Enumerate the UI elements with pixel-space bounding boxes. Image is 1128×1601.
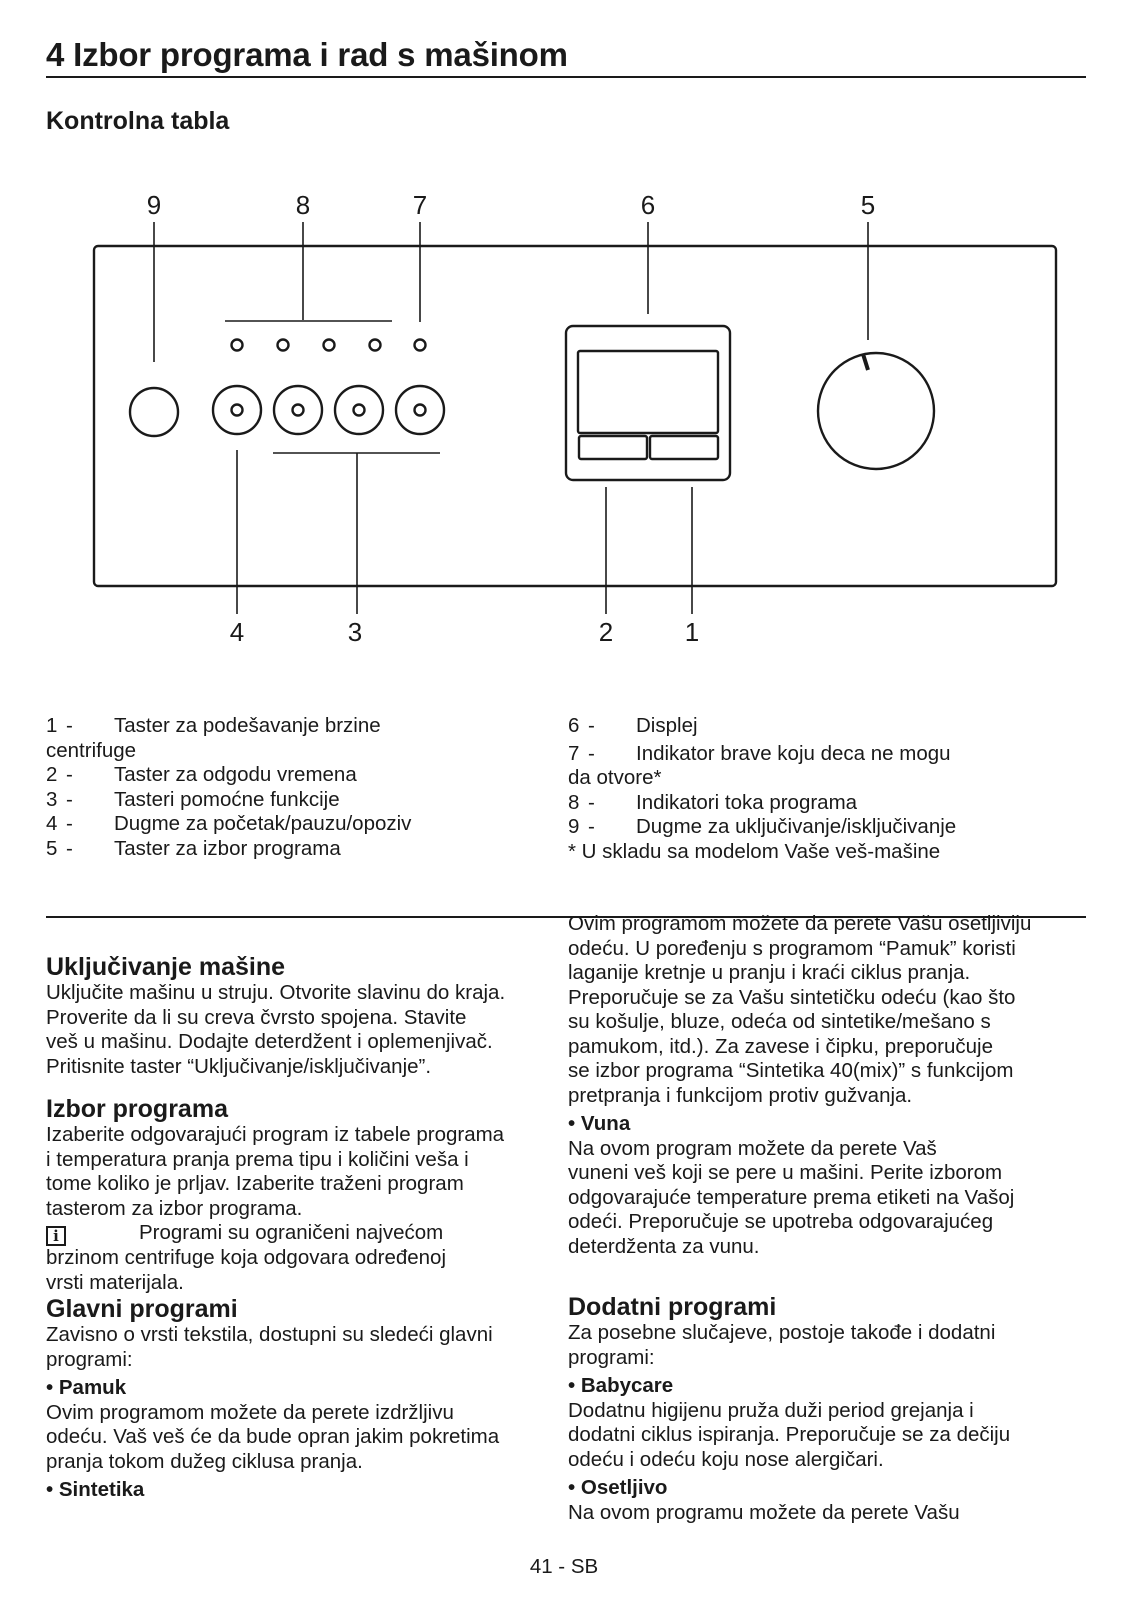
on-off-button-icon <box>130 388 178 436</box>
legend-item <box>568 815 1068 840</box>
function-button-icon <box>396 386 444 434</box>
legend-text: Dugme za uključivanje/isključivanje <box>636 815 957 838</box>
callout-2: 2 <box>598 617 614 647</box>
paragraph-line: odeću. Vaš veš će da bude opran jakim pokretima <box>46 1425 500 1448</box>
legend-text: Taster za odgodu vremena <box>114 763 357 786</box>
section-title-control-panel: Kontrolna tabla <box>46 107 230 135</box>
paragraph-line: Dodatnu higijenu pruža duži period grejanja i <box>568 1398 974 1422</box>
paragraph-line: brzinom centrifuge koja odgovara određenoj <box>46 1246 447 1269</box>
paragraph-line: pranja tokom dužeg ciklusa pranja. <box>46 1449 363 1473</box>
program-dial-icon <box>818 353 934 469</box>
legend-item <box>46 788 546 813</box>
legend-text: Tasteri pomoćne funkcije <box>114 787 340 811</box>
bullet-title-wool: • Vuna <box>568 1112 631 1135</box>
function-button-icon <box>335 386 383 434</box>
paragraph-line: odeću. U poređenju s programom “Pamuk” koristi <box>568 936 1016 960</box>
legend-text: Dugme za početak/pauzu/opoziv <box>114 812 412 835</box>
paragraph-line: Zavisno o vrsti tekstila, dostupni su sledeći glavni <box>46 1323 493 1346</box>
status-led-icon <box>415 340 426 351</box>
paragraph-line: Uključite mašinu u struju. Otvorite slavinu do kraja. <box>46 981 506 1004</box>
paragraph-line: Proverite da li su creva čvrsto spojena. Stavite <box>46 1005 467 1029</box>
callout-5: 5 <box>860 190 876 220</box>
function-button-icon <box>293 405 304 416</box>
legend-text: Indikator brave koju deca ne mogu <box>636 741 951 765</box>
section-title-switching-on: Uključivanje mašine <box>46 953 286 981</box>
legend-item <box>46 837 546 862</box>
status-led-icon <box>278 340 289 351</box>
legend-text-cont: da otvore* <box>568 766 662 789</box>
legend-num: 3 <box>46 787 58 811</box>
callout-3: 3 <box>347 617 363 647</box>
paragraph-line: odgovarajuće temperature prema etiketi na Vašoj <box>568 1185 1015 1209</box>
paragraph-line: Pritisnite taster “Uključivanje/isključivanje”. <box>46 1054 432 1078</box>
paragraph-line: dodatni ciklus ispiranja. Preporučuje se za dečiju <box>568 1423 1011 1446</box>
paragraph-line: laganije kretnje u pranju i kraći ciklus pranja. <box>568 961 971 984</box>
legend-dash: - <box>66 812 73 835</box>
paragraph-line: Programi su ograničeni najvećom <box>139 1221 444 1244</box>
legend-dash: - <box>66 836 73 860</box>
legend-dash: - <box>66 763 73 786</box>
bullet-title-synthetics: • Sintetika <box>46 1478 145 1501</box>
left-column <box>46 953 546 1503</box>
paragraph-line: tasterom za izbor programa. <box>46 1196 303 1220</box>
paragraph-line: tome koliko je prljav. Izaberite traženi program <box>46 1172 464 1195</box>
function-button-icon <box>415 405 426 416</box>
function-button-icon <box>213 386 261 434</box>
legend-item <box>568 742 1068 791</box>
legend-num: 6 <box>568 714 580 737</box>
legend-num: 7 <box>568 741 580 765</box>
callout-1: 1 <box>684 617 700 647</box>
legend-num: 1 <box>46 714 58 737</box>
function-button-icon <box>232 405 243 416</box>
legend-text: Indikatori toka programa <box>636 790 858 814</box>
page-number: 41 - SB <box>529 1555 599 1578</box>
control-panel-diagram <box>0 180 1128 670</box>
paragraph-line: se izbor programa “Sintetika 40(mix)” s funkcijom <box>568 1059 1014 1082</box>
info-icon: i <box>46 1226 66 1246</box>
paragraph-line: programi: <box>568 1345 655 1369</box>
paragraph-line: odeću i odeću koju nose alergičari. <box>568 1447 884 1471</box>
legend-right <box>568 714 1068 864</box>
legend-dash: - <box>588 815 595 838</box>
paragraph-line: Na ovom program možete da perete Vaš <box>568 1136 937 1160</box>
legend-num: 4 <box>46 812 58 835</box>
paragraph-line: Za posebne slučajeve, postoje takođe i dodatni <box>568 1321 996 1344</box>
bullet-title-delicate: • Osetljivo <box>568 1476 668 1499</box>
legend-num: 5 <box>46 836 58 860</box>
legend-num: 9 <box>568 815 580 838</box>
paragraph-line: pamukom, itd.). Za zavese i čipku, preporučuje <box>568 1034 993 1058</box>
display-button-right <box>650 436 718 459</box>
paragraph-line: Preporučuje se za Vašu sintetičku odeću (kao što <box>568 985 1016 1009</box>
legend-dash: - <box>66 787 73 811</box>
legend-item <box>568 714 1068 739</box>
paragraph-line: i temperatura pranja prema tipu i količini veša i <box>46 1147 469 1171</box>
legend-num: 2 <box>46 763 58 786</box>
paragraph-line: pretpranja i funkcijom protiv gužvanja. <box>568 1083 913 1107</box>
paragraph-line: Izaberite odgovarajući program iz tabele programa <box>46 1123 505 1146</box>
paragraph-line: vuneni veš koji se pere u mašini. Perite izborom <box>568 1161 1003 1184</box>
legend-text-cont: centrifuge <box>46 738 137 762</box>
dial-pointer <box>863 354 868 370</box>
legend-left <box>46 714 546 861</box>
status-led-icon <box>324 340 335 351</box>
bullet-title-cotton: • Pamuk <box>46 1376 127 1399</box>
callout-8: 8 <box>295 190 311 220</box>
paragraph-line: Na ovom programu možete da perete Vašu <box>568 1500 960 1524</box>
status-led-icon <box>370 340 381 351</box>
section-title-program-selection: Izbor programa <box>46 1095 228 1123</box>
legend-text: Taster za izbor programa <box>114 836 341 860</box>
function-button-icon <box>274 386 322 434</box>
legend-item <box>46 812 546 837</box>
status-led-icon <box>232 340 243 351</box>
section-title-main-programs: Glavni programi <box>46 1295 238 1323</box>
legend-item <box>568 791 1068 816</box>
paragraph-line: veš u mašinu. Dodajte deterdžent i oplemenjivač. <box>46 1030 493 1053</box>
paragraph-line: odeći. Preporučuje se upotreba odgovarajućeg <box>568 1210 994 1233</box>
paragraph-line: vrsti materijala. <box>46 1270 184 1294</box>
display-button-left <box>579 436 647 459</box>
legend-dash: - <box>66 714 73 737</box>
legend-text: Displej <box>636 714 698 737</box>
legend-dash: - <box>588 790 595 814</box>
callout-7: 7 <box>412 190 428 220</box>
callout-9: 9 <box>146 190 162 220</box>
paragraph-line: su košulje, bluze, odeća od sintetike/mešano s <box>568 1010 991 1033</box>
legend-num: 8 <box>568 790 580 814</box>
legend-text: Taster za podešavanje brzine <box>114 714 381 737</box>
page-title: 4 Izbor programa i rad s mašinom <box>46 36 1086 78</box>
paragraph-line: deterdženta za vunu. <box>568 1234 760 1258</box>
section-title-additional-programs: Dodatni programi <box>568 1293 777 1321</box>
paragraph-line: programi: <box>46 1347 133 1371</box>
paragraph-line: Ovim programom možete da perete Vašu osetljiviju <box>568 912 1032 935</box>
bullet-title-babycare: • Babycare <box>568 1374 674 1397</box>
callout-6: 6 <box>640 190 656 220</box>
legend-dash: - <box>588 741 595 765</box>
legend-footnote: * U skladu sa modelom Vaše veš-mašine <box>568 839 941 863</box>
info-note <box>46 1221 546 1246</box>
right-column <box>568 912 1088 1525</box>
legend-item <box>46 763 546 788</box>
legend-dash: - <box>588 714 595 737</box>
legend-item <box>46 714 546 763</box>
display-screen <box>578 351 718 433</box>
paragraph-line: Ovim programom možete da perete izdržljivu <box>46 1400 454 1424</box>
callout-4: 4 <box>229 617 245 647</box>
function-button-icon <box>354 405 365 416</box>
